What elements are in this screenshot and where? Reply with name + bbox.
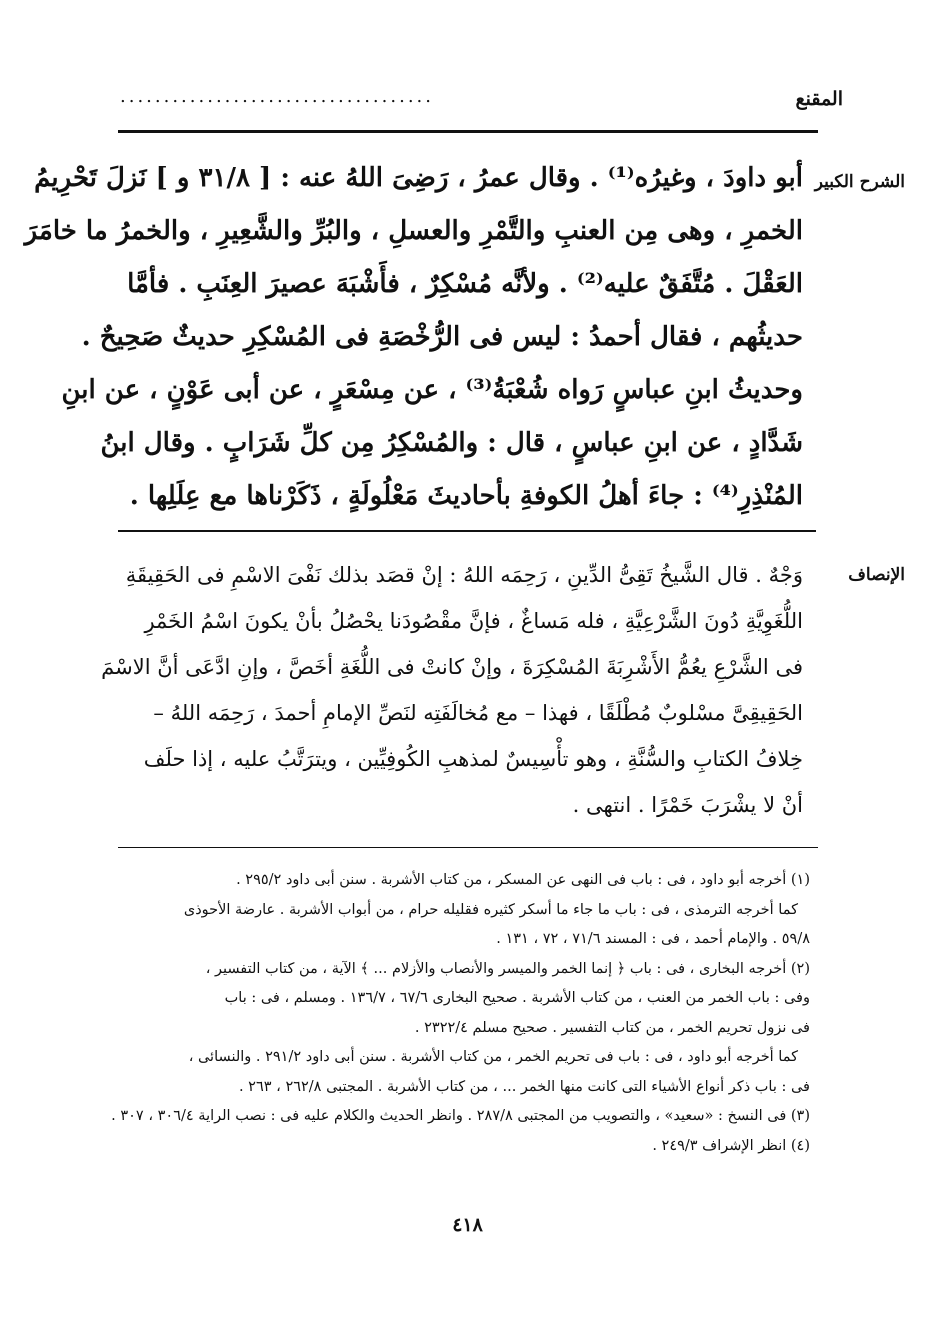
footnote-divider <box>118 847 818 848</box>
footnote-line: وفى : باب الخمر من العنب ، من كتاب الأشربة . صحيح البخارى ٦٧/٦ ، ١٣٦/٧ . ومسلم ، فى : باب <box>224 990 810 1006</box>
section-divider <box>118 530 816 532</box>
sharh-line: أبو داودَ ، وغيرُه⁽¹⁾ . وقال عمرُ ، رَضِىَ اللهُ عنه : [ ٣١/٨ و ] نَزلَ تَحْرِيمُ <box>34 163 803 193</box>
sharh-line: الخمرِ ، وهى مِن العنبِ والتَّمْرِ والعسلِ ، والبُرِّ والشَّعِيرِ ، والخمرُ ما خامَرَ <box>24 216 803 246</box>
header-rule <box>118 130 818 133</box>
sharh-text-block <box>24 152 803 523</box>
insaf-line: فى الشَّرْعِ يعُمُّ الأَشْرِبَةَ المُسْكِرَةَ ، وإنْ كانتْ فى اللُّغَةِ أخَصَّ ، وإنِ ادَّعَى أنَّ الاسْمَ <box>101 655 803 679</box>
footnote-line: فى : باب ذكر أنواع الأشياء التى كانت منها الخمر ... ، من كتاب الأشربة . المجتبى ٢٦٢/٨ ، ٢٦٣ . <box>238 1078 810 1095</box>
section-label-insaf: الإنصاف <box>848 565 905 585</box>
section-label-sharh: الشرح الكبير <box>814 172 905 192</box>
footnote-line: ٥٩/٨ . والإمام أحمد ، فى : المسند ٧١/٦ ، ٧٢ ، ١٣١ . <box>496 931 810 947</box>
insaf-line: الحَقِيقِىَّ مسْلوبٌ مُطْلَقًا ، فهذا – مع مُخالَفَتِه لنَصِّ الإمامِ أحمدَ ، رَحِمَه اللهُ – <box>153 701 803 725</box>
sharh-line: حديثُهم ، فقال أحمدُ : ليس فى الرُّخْصَةِ فى المُسْكِرِ حديثٌ صَحِيحٌ . <box>81 322 803 352</box>
header-leader-dots: .................................... <box>120 86 434 107</box>
sharh-line: العَقْلَ . مُتَّفَقٌ عليه⁽²⁾ . ولأنَّه مُسْكِرٌ ، فأَشْبَهَ عصيرَ العِنَبِ . فأمَّا <box>127 269 803 299</box>
footnote-line: كما أخرجه الترمذى ، فى : باب ما جاء ما أسكر كثيره فقليله حرام ، من أبواب الأشربة . عارضة الأحوذى <box>183 901 798 918</box>
footnote-line: (٣) فى النسخ : «سعيد» ، والتصويب من المجتبى ٢٨٧/٨ . وانظر الحديث والكلام عليه فى : نصب الراية ٣٠٦/٤ ، ٣٠٧ . <box>111 1108 810 1124</box>
page-number: ٤١٨ <box>452 1214 483 1236</box>
sharh-line: وحديثُ ابنِ عباسٍ رَواه شُعْبَةُ⁽³⁾ ، عن مِسْعَرٍ ، عن أبى عَوْنٍ ، عن ابنِ <box>61 375 803 405</box>
sharh-line: المُنْذِرِ⁽⁴⁾ : جاءَ أهلُ الكوفةِ بأحاديثَ مَعْلُولَةٍ ، ذَكَرْناها مع عِلَلِها . <box>129 481 803 511</box>
footnotes-block <box>110 866 810 1161</box>
running-header-title: المقنع <box>795 88 843 110</box>
footnote-line: (٢) أخرجه البخارى ، فى : باب ﴿ إنما الخمر والميسر والأنصاب والأزلام ... ﴾ الآية ، من كتاب التفسير ، <box>205 960 810 977</box>
footnote-line: (٤) انظر الإشراف ٢٤٩/٣ . <box>652 1137 810 1154</box>
insaf-line: اللُّغَوِيَّةِ دُونَ الشَّرْعِيَّةِ ، فله مَساغٌ ، فإنَّ مقْصُودَنا يحْصُلُ بأنْ يكونَ اسْمُ الخَمْرِ <box>144 609 803 633</box>
insaf-line: أنْ لا يشْرَبَ خَمْرًا . انتهى . <box>572 793 803 817</box>
footnote-line: (١) أخرجه أبو داود ، فى : باب فى النهى عن المسكر ، من كتاب الأشربة . سنن أبى داود ٢٩٥/٢ . <box>236 872 810 888</box>
footnote-line: كما أخرجه أبو داود ، فى : باب فى تحريم الخمر ، من كتاب الأشربة . سنن أبى داود ٢٩١/٢ . والنسائى ، <box>188 1049 798 1065</box>
insaf-text-block <box>101 552 803 828</box>
footnote-line: فى نزول تحريم الخمر ، من كتاب التفسير . صحيح مسلم ٢٣٢٢/٤ . <box>414 1019 810 1036</box>
insaf-line: وَجْهٌ . قال الشَّيخُ تَقِىُّ الدِّينِ ، رَحِمَه اللهُ : إنْ قصَد بذلك نَفْىَ الاسْمِ فى الحَقِيقَةِ <box>125 563 803 587</box>
sharh-line: شَدَّادٍ ، عن ابنِ عباسٍ ، قال : والمُسْكِرُ مِن كلِّ شَرَابٍ . وقال ابنُ <box>100 428 803 458</box>
insaf-line: خِلافُ الكتابِ والسُّنَّةِ ، وهو تأْسِيسٌ لمذهبِ الكُوفِيِّين ، ويترَتَّبُ عليه ، إذا حلَف <box>143 747 803 771</box>
